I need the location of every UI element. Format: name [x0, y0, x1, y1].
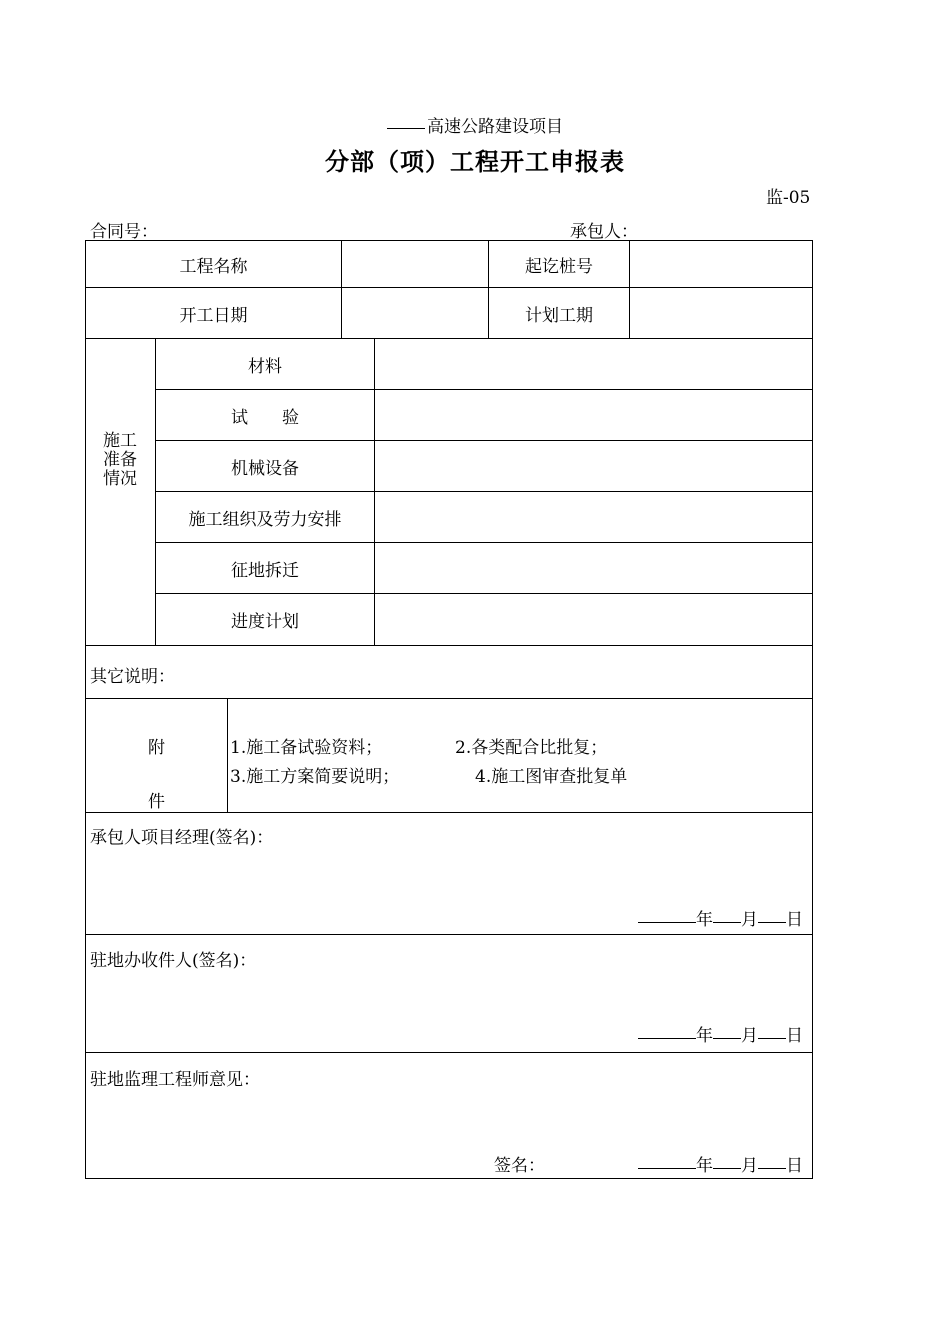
form-code: 监-05: [766, 188, 811, 208]
attachment-item-3: 3.施工方案简要说明；: [230, 767, 400, 787]
start-date-value[interactable]: [342, 288, 488, 338]
start-date-label: 开工日期: [179, 305, 248, 326]
engineer-date: 年 月 日: [638, 1151, 803, 1176]
attachment-item-4: 4.施工图审查批复单: [475, 767, 628, 787]
row-divider: [85, 645, 813, 646]
project-subtitle: [0, 112, 950, 137]
prep-value-machinery[interactable]: [375, 441, 812, 491]
row-divider: [85, 934, 813, 935]
prep-item-machinery: 机械设备: [231, 458, 299, 479]
prep-item-land: 征地拆迁: [231, 560, 299, 581]
attachments-label-top: 附: [148, 738, 165, 758]
prep-value-materials[interactable]: [375, 339, 812, 389]
prep-item-schedule: 进度计划: [231, 612, 299, 632]
col-divider: [227, 698, 228, 812]
prep-item-organization: 施工组织及劳力安排: [188, 509, 342, 530]
prep-item-materials: 材料: [248, 356, 282, 377]
project-name-value[interactable]: [342, 241, 488, 287]
prep-value-land[interactable]: [375, 543, 812, 593]
engineer-sign-label: 签名：: [494, 1156, 545, 1176]
stake-label: 起讫桩号: [525, 256, 593, 277]
other-remarks-label: 其它说明：: [90, 667, 175, 687]
contract-number-label: 合同号：: [90, 222, 158, 242]
subtitle-text: 高速公路建设项目: [427, 117, 563, 137]
row-divider: [85, 812, 813, 813]
prep-value-schedule[interactable]: [375, 594, 812, 645]
receiver-signature-label: 驻地办收件人(签名)：: [90, 951, 257, 971]
attachment-item-2: 2.各类配合比批复；: [455, 738, 608, 758]
stake-value[interactable]: [630, 241, 812, 287]
row-divider: [85, 698, 813, 699]
subtitle-blank: [387, 127, 425, 129]
manager-date: 年 月 日: [638, 905, 803, 930]
engineer-opinion-label: 驻地监理工程师意见：: [90, 1070, 260, 1090]
attachments-label-bottom: 件: [148, 792, 165, 812]
plan-period-value[interactable]: [630, 288, 812, 338]
prep-value-testing[interactable]: [375, 390, 812, 440]
prep-value-organization[interactable]: [375, 492, 812, 542]
receiver-date: 年 月 日: [638, 1021, 803, 1046]
row-divider: [85, 1052, 813, 1053]
attachment-item-1: 1.施工备试验资料；: [230, 738, 383, 758]
prep-section-label: 施工准备情况: [103, 431, 137, 489]
manager-signature-label: 承包人项目经理(签名)：: [90, 828, 274, 848]
plan-period-label: 计划工期: [525, 305, 593, 326]
page-title: 分部（项）工程开工申报表: [325, 147, 625, 176]
prep-item-testing: 试 验: [231, 407, 299, 428]
project-name-label: 工程名称: [179, 256, 248, 277]
contractor-label: 承包人：: [570, 222, 638, 242]
